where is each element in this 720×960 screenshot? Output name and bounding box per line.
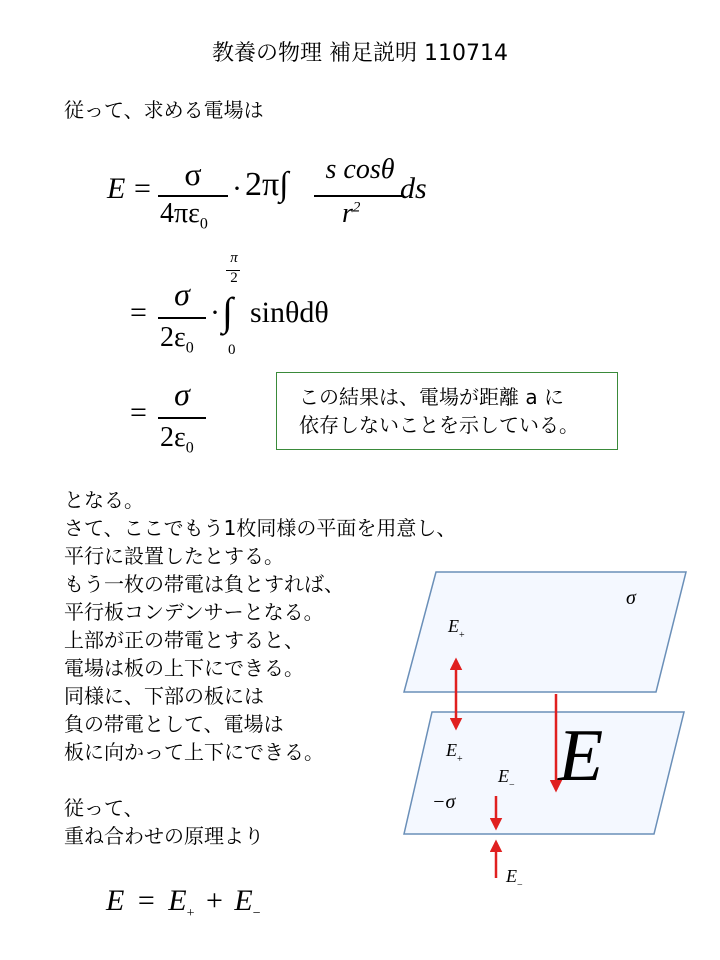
eq1-integral: 2π∫ bbox=[245, 166, 289, 203]
page-title: 教養の物理 補足説明 110714 bbox=[212, 41, 508, 66]
eq1-ds: ds bbox=[400, 172, 427, 205]
eq1-equals: = bbox=[134, 172, 151, 205]
note-line-1: この結果は、電場が距離 a に bbox=[299, 385, 564, 409]
eq2-numerator: σ bbox=[174, 276, 190, 312]
body-line: 同様に、下部の板には bbox=[64, 684, 264, 708]
eq2-integral: ∫ bbox=[222, 289, 233, 334]
eq1-lhs: E bbox=[107, 172, 126, 205]
final-equation: $E = E_+ + E_-$ bbox=[106, 884, 261, 921]
eq2-integrand: sinθdθ bbox=[250, 296, 329, 329]
eq2-upper-limit-den: 2 bbox=[230, 270, 238, 286]
eq1-numerator-2: s cosθ bbox=[325, 154, 395, 185]
note-line-2: 依存しないことを示している。 bbox=[299, 413, 579, 437]
eq2-dot: · bbox=[210, 296, 220, 329]
eq3-equals: = bbox=[130, 396, 147, 429]
body-line: もう一枚の帯電は負とすれば、 bbox=[64, 572, 344, 596]
e-plus-top-label: $E_+$ bbox=[448, 616, 465, 641]
body-line: さて、ここでもう1枚同様の平面を用意し、 bbox=[64, 516, 457, 540]
body-line: 板に向かって上下にできる。 bbox=[64, 740, 324, 764]
eq2-denominator: $2\varepsilon_0$ bbox=[160, 322, 194, 357]
e-plus-bottom-label: $E_+$ bbox=[446, 740, 463, 765]
body-line: 平行板コンデンサーとなる。 bbox=[64, 600, 324, 624]
eq1-denominator: $4\pi\varepsilon_0$ bbox=[160, 198, 208, 233]
e-minus-top-label: $E_-$ bbox=[498, 766, 515, 791]
bottom-plate bbox=[404, 712, 684, 834]
big-e-label: E bbox=[558, 715, 604, 797]
eq3-denominator: $2\varepsilon_0$ bbox=[160, 422, 194, 457]
body-line: 平行に設置したとする。 bbox=[64, 544, 284, 568]
eq1-denominator-2: $r^2$ bbox=[342, 198, 361, 229]
eq2-upper-limit-num: π bbox=[230, 250, 238, 266]
sigma-top-label: σ bbox=[626, 587, 636, 609]
body-line: 電場は板の上下にできる。 bbox=[64, 656, 304, 680]
body-line: となる。 bbox=[64, 488, 144, 512]
intro-text: 従って、求める電場は bbox=[64, 98, 264, 122]
top-plate bbox=[404, 572, 686, 692]
body-line: 重ね合わせの原理より bbox=[64, 824, 264, 848]
eq2-lower-limit: 0 bbox=[228, 342, 236, 358]
body-line: 従って、 bbox=[64, 796, 144, 820]
e-minus-bottom-label: $E_-$ bbox=[506, 866, 523, 891]
body-line: 上部が正の帯電とすると、 bbox=[64, 628, 304, 652]
sigma-bottom-label: −σ bbox=[432, 791, 456, 813]
body-line: 負の帯電として、電場は bbox=[64, 712, 284, 736]
eq1-dot: · bbox=[232, 172, 242, 205]
eq3-numerator: σ bbox=[174, 376, 190, 412]
eq1-numerator: σ bbox=[184, 156, 202, 192]
eq2-equals: = bbox=[130, 296, 147, 329]
